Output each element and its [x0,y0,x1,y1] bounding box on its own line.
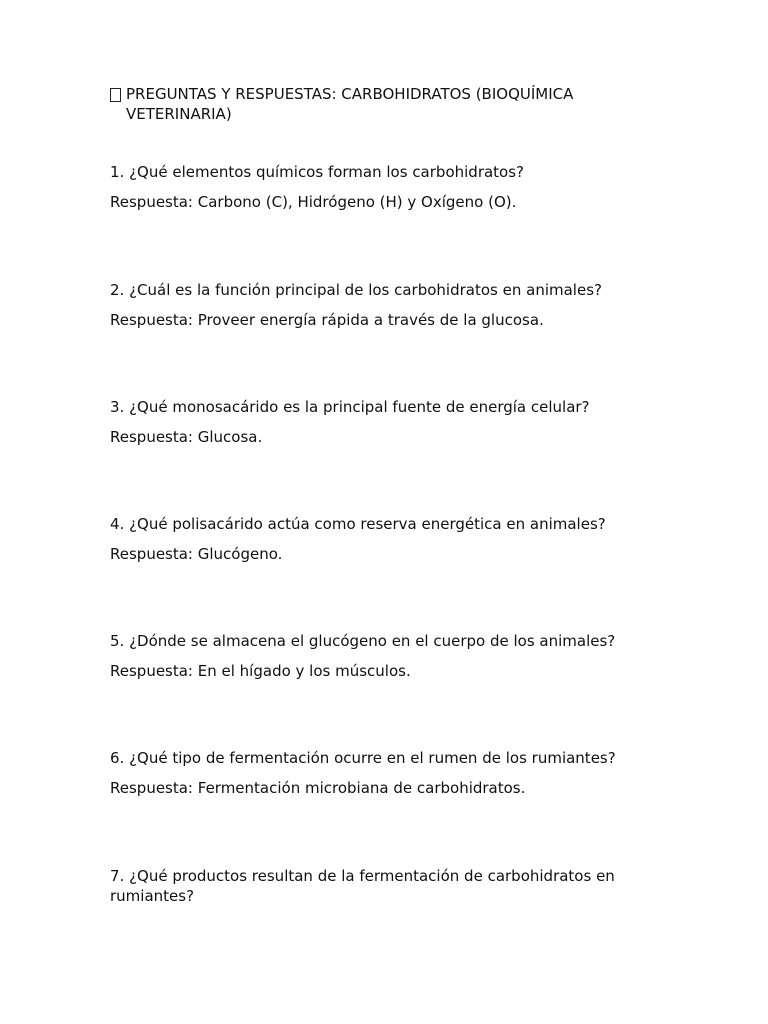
answer-text: Respuesta: Proveer energía rápida a través de la glucosa. [110,311,544,329]
question-text: 5. ¿Dónde se almacena el glucógeno en el cuerpo de los animales? [110,632,616,650]
answer-text: Respuesta: Glucosa. [110,428,263,446]
missing-glyph-box-icon [110,88,121,102]
answer-text: Respuesta: En el hígado y los músculos. [110,662,411,680]
qa-item-3 [110,397,670,447]
qa-item-4 [110,514,670,564]
answer-text: Respuesta: Fermentación microbiana de carbohidratos. [110,779,526,797]
answer-text: Respuesta: Carbono (C), Hidrógeno (H) y Oxígeno (O). [110,193,517,211]
question-text: 6. ¿Qué tipo de fermentación ocurre en el rumen de los rumiantes? [110,749,616,767]
question-text: 2. ¿Cuál es la función principal de los carbohidratos en animales? [110,281,602,299]
qa-item-5 [110,631,670,681]
question-text: 7. ¿Qué productos resultan de la fermentación de carbohidratos en rumiantes? [110,867,615,905]
document-title-text: PREGUNTAS Y RESPUESTAS: CARBOHIDRATOS (BIOQUÍMICA VETERINARIA) [126,85,574,123]
document-title [110,84,670,124]
answer-text: Respuesta: Glucógeno. [110,545,283,563]
qa-item-1 [110,162,670,212]
qa-item-2 [110,280,670,330]
question-text: 1. ¿Qué elementos químicos forman los carbohidratos? [110,163,525,181]
question-text: 3. ¿Qué monosacárido es la principal fuente de energía celular? [110,398,590,416]
qa-item-7 [110,866,670,906]
question-text: 4. ¿Qué polisacárido actúa como reserva energética en animales? [110,515,606,533]
qa-item-6 [110,748,670,798]
